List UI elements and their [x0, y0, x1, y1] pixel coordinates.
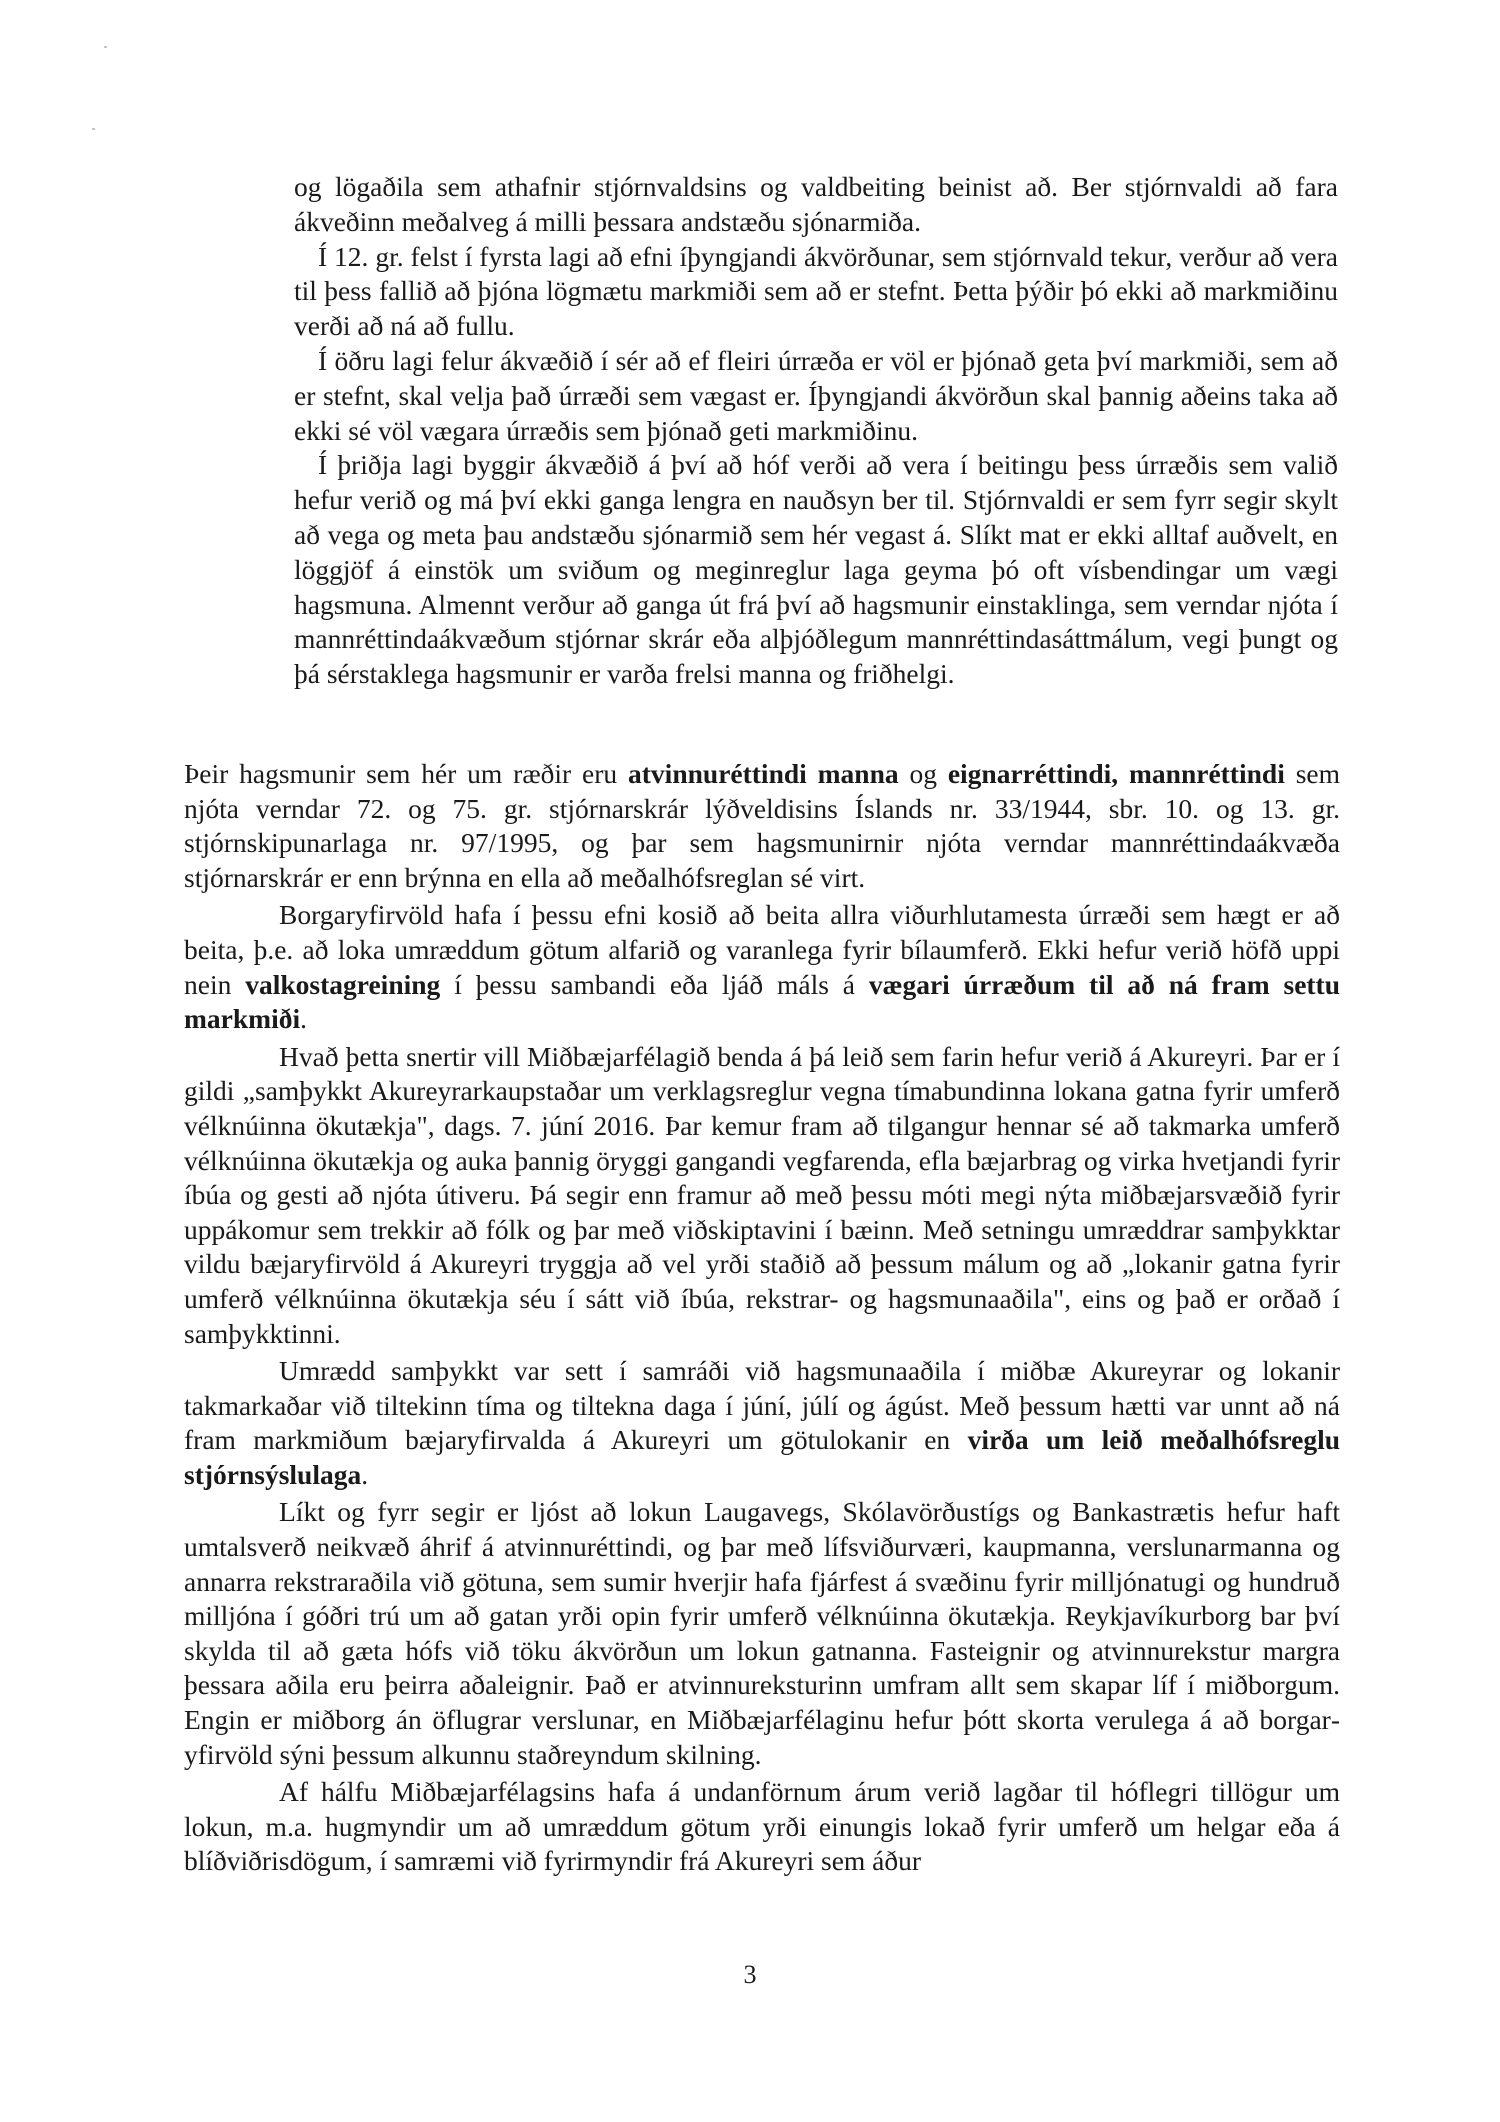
page-number: 3 — [743, 1960, 757, 1989]
quote-paragraph: Í 12. gr. felst í fyrsta lagi að efni íþyngjandi ákvörðunar, sem stjórnvald tekur, verður að vera til þess fallið að þjóna lögmætu markmiði sem að er stefnt. Þetta þýðir þó ekki að markmiðinu verði að ná að fullu. — [294, 240, 1338, 342]
quote-paragraph: Í þriðja lagi byggir ákvæðið á því að hóf verði að vera í beitingu þess úrræðis sem valið hefur verið og má því ekki ganga lengra en nauðsyn ber til. Stjórnvaldi er sem fyrr segir skylt að vega og meta þau andstæðu sjónarmið sem hér vegast á. Slíkt mat er ekki alltaf auðvelt, en löggjöf á einstök um sviðum og meginreglur laga geyma þó oft vísbendingar um vægi hagsmuna. Almennt verður að ganga út frá því að hagsmunir einstaklinga, sem verndar njóta í mannréttindaákvæðum stjórnar skrár eða alþjóðlegum mannréttindasáttmálum, vegi þungt og þá sérstaklega hagsmunir er varða frelsi manna og friðhelgi. — [294, 449, 1338, 690]
body-paragraph — [184, 757, 1340, 895]
body-text — [184, 757, 1340, 1882]
body-paragraph: Hvað þetta snertir vill Miðbæjarfélagið benda á þá leið sem farin hefur verið á Akureyri. Þar er í gildi „samþykkt Akureyrarkaupstaðar um verklagsreglur vegna tímabundinna lokana gatna fyrir umferð vélknúinna ökutækja", dags. 7. júní 2016. Þar kemur fram að tilgangur hennar sé að takmarka umferð vélknúinna ökutækja og auka þannig öryggi gangandi vegfarenda, efla bæjarbrag og virka hvetjandi fyrir íbúa og gesti að njóta útiveru. Þá segir enn framur að með þessu móti megi nýta miðbæjarsvæðið fyrir uppákomur sem trekkir að fólk og þar með viðskiptavini í bæinn. Með setningu umræddrar samþykktar vildu bæjaryfirvöld á Akureyri tryggja að vel yrði staðið að þessum málum og að „lokanir gatna fyrir umferð vélknúinna ökutækja séu í sátt við íbúa, rekstrar- og hagsmunaaðila", eins og það er orðað í samþykktinni. — [184, 1040, 1340, 1349]
indented-quotation — [294, 170, 1338, 692]
quote-paragraph: Í öðru lagi felur ákvæðið í sér að ef fleiri úrræða er völ er þjónað geta því markmiði, sem að er stefnt, skal velja það úrræði sem vægast er. Íþyngjandi ákvörðun skal þannig aðeins taka að ekki sé völ vægara úrræðis sem þjónað geti markmiðinu. — [294, 344, 1338, 446]
text-run: sem njóta verndar 72. og 75. gr. stjórnarskrár lýðveldisins Íslands nr. 33/1944, sbr. 10. og 13. gr. stjórnskipunarlaga nr. 97/1995, og þar sem hagsmunirnir njóta verndar mannréttindaákvæða stjórnarskrár er enn brýnna en ella að meðalhófsreglan sé virt. — [184, 758, 1340, 893]
emphasis-text: vægari úrræðum til að ná fram settu markmiði — [184, 968, 1341, 1035]
scan-speck — [104, 46, 107, 48]
text-run: Umrædd samþykkt var sett í samráði við hagsmunaaðila í miðbæ Akureyrar og lokanir takmarkaðar við tiltekinn tíma og tiltekna daga í júní, júlí og ágúst. Með þessum hætti var unnt að ná fram markmiðum bæjaryfirvalda á Akureyri um götulokanir en — [184, 1355, 1340, 1456]
body-paragraph: Af hálfu Miðbæjarfélagsins hafa á undanförnum árum verið lagðar til hóflegri tillögur um lokun, m.a. hugmyndir um að umræddum götum yrði einungis lokað fyrir umferð um helgar eða á blíðviðrisdögum, í samræmi við fyrirmyndir frá Akureyri sem áður — [184, 1776, 1340, 1877]
body-paragraph: Líkt og fyrr segir er ljóst að lokun Laugavegs, Skólavörðustígs og Bankastrætis hefur haft umtalsverð neikvæð áhrif á atvinnuréttindi, og þar með lífsviðurværi, kaupmanna, verslunarmanna og annarra rekstraraðila við götuna, sem sumir hverjir hafa fjárfest á svæðinu fyrir milljónatugi og hundruð milljóna í góðri trú um að gatan yrði opin fyrir umferð vélknúinna ökutækja. Reykjavíkurborg bar því skylda til að gæta hófs við töku ákvörðun um lokun gatnanna. Fasteignir og atvinnurekstur margra þessara aðila eru þeirra aðaleignir. Það er atvinnureksturinn umfram allt sem skapar líf í miðborgum. Engin er miðborg án öflugrar verslunar, en Miðbæjarfélaginu hefur þótt skorta verulega á að borgaryfirvöld sýni þessum alkunnu staðreyndum skilning. — [184, 1496, 1340, 1770]
emphasis-text: atvinnuréttindi manna — [628, 758, 899, 789]
emphasis-text: eignarréttindi, mannréttindi — [947, 758, 1285, 789]
text-run: Þeir hagsmunir sem hér um ræðir eru — [184, 758, 629, 789]
body-paragraph — [184, 1354, 1340, 1492]
text-run: í þessu sambandi eða ljáð máls á — [440, 968, 869, 1000]
quote-paragraph: og lögaðila sem athafnir stjórnvaldsins og valdbeiting beinist að. Ber stjórnvaldi að fara ákveðinn meðalveg á milli þessara andstæðu sjónarmiða. — [294, 171, 1338, 237]
text-run: . — [361, 1458, 369, 1490]
text-run: Borgaryfirvöld hafa í þessu efni kosið að beita allra viðurhlutamesta úrræði sem hægt er að beita, þ.e. að loka umræddum götum alfarið og varanlega fyrir bílaumferð. Ekki hefur verið höfð uppi nein — [184, 899, 1340, 1000]
body-paragraph — [184, 898, 1340, 1036]
emphasis-text: valkostagreining — [245, 968, 441, 1000]
text-run: og — [898, 758, 948, 789]
emphasis-text: virða um leið meðalhófsreglu stjórnsýslulaga — [184, 1424, 1341, 1490]
text-run: . — [300, 1003, 307, 1035]
scan-speck — [92, 128, 95, 130]
